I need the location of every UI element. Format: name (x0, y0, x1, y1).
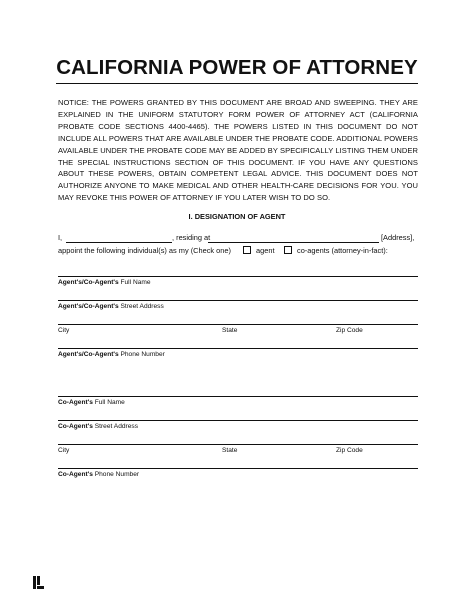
section-heading-designation-of-agent: I. DESIGNATION OF AGENT (188, 212, 286, 221)
designation-line (58, 233, 418, 245)
residing-label: , residing at (172, 233, 211, 242)
i-label: I, (58, 233, 63, 242)
address-label: [Address], (381, 233, 415, 242)
coagent-zip-label: Zip Code (336, 447, 363, 454)
coagent-street-address-label: Co-Agent's Street Address (58, 423, 138, 430)
notice-paragraph: NOTICE: THE POWERS GRANTED BY THIS DOCUMENT ARE BROAD AND SWEEPING. THEY ARE EXPLAINED IN THE UNIFORM STATUTORY FORM POWER OF ATTORNEY ACT (CALIFORNIA PROBATE CODE SECTIONS 4400-4465). THE POWERS LISTED IN THIS DOCUMENT DO NOT INCLUDE ALL POWERS THAT ARE AVAILABLE UNDER THE PROBATE CODE. ADDITIONAL POWERS AVAILABLE UNDER THE PROBATE CODE MAY BE ADDED BY SPECIFICALLY LISTING THEM UNDER THE SPECIAL INSTRUCTIONS SECTION OF THIS DOCUMENT. IF YOU HAVE ANY QUESTIONS ABOUT THESE POWERS, OBTAIN COMPETENT LEGAL ADVICE. THIS DOCUMENT DOES NOT AUTHORIZE ANYONE TO MAKE MEDICAL AND OTHER HEALTH-CARE DECISIONS FOR YOU. YOU MAY REVOKE THIS POWER OF ATTORNEY IF YOU LATER WISH TO DO SO. (58, 98, 418, 203)
principal-name-blank[interactable] (66, 242, 172, 243)
agent-phone-field[interactable] (58, 348, 418, 349)
coagent-city-state-zip-field[interactable] (58, 444, 418, 445)
appoint-line (58, 246, 418, 258)
document-title: CALIFORNIA POWER OF ATTORNEY (56, 56, 418, 79)
coagents-checkbox[interactable] (284, 246, 292, 254)
appoint-text: appoint the following individual(s) as my (Check one) (58, 246, 231, 255)
agent-state-label: State (222, 327, 238, 334)
coagent-phone-field[interactable] (58, 468, 418, 469)
agent-street-address-label: Agent's/Co-Agent's Street Address (58, 303, 164, 310)
coagent-street-address-field[interactable] (58, 420, 418, 421)
agent-full-name-field[interactable] (58, 276, 418, 277)
agent-option-label: agent (256, 246, 275, 255)
coagent-state-label: State (222, 447, 238, 454)
agent-city-label: City (58, 327, 70, 334)
coagents-option-label: co-agents (attorney-in-fact): (297, 246, 388, 255)
coagent-city-label: City (58, 447, 70, 454)
coagent-phone-label: Co-Agent's Phone Number (58, 471, 140, 478)
legal-templates-logo-icon (33, 576, 44, 589)
agent-checkbox[interactable] (243, 246, 251, 254)
principal-address-blank[interactable] (208, 242, 379, 243)
agent-city-state-zip-field[interactable] (58, 324, 418, 325)
title-underline (56, 83, 418, 84)
agent-zip-label: Zip Code (336, 327, 363, 334)
coagent-full-name-label: Co-Agent's Full Name (58, 399, 125, 406)
coagent-full-name-field[interactable] (58, 396, 418, 397)
agent-phone-label: Agent's/Co-Agent's Phone Number (58, 351, 165, 358)
agent-street-address-field[interactable] (58, 300, 418, 301)
agent-full-name-label: Agent's/Co-Agent's Full Name (58, 279, 151, 286)
